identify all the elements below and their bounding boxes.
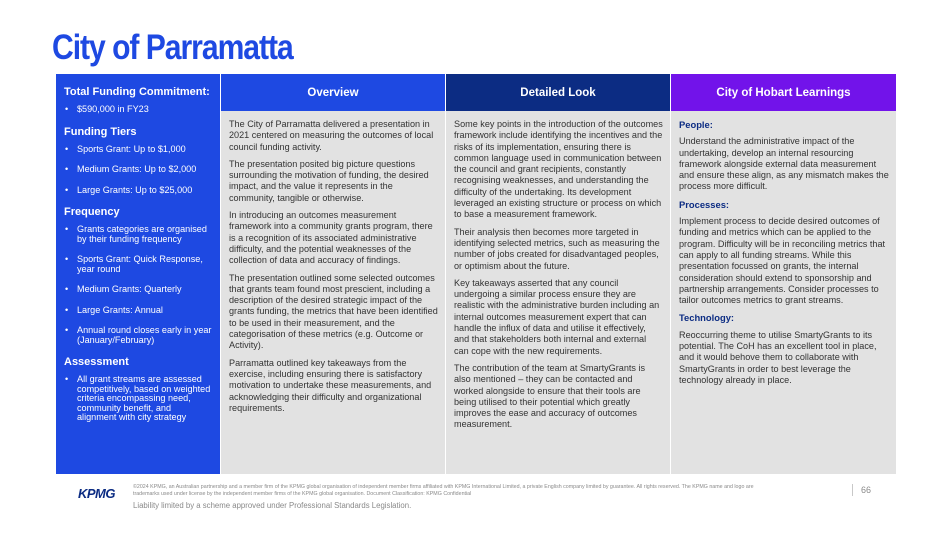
paragraph: Their analysis then becomes more targeted in identifying selected metrics, such as measuring the number of jobs created for disadvantaged peoples, or optimism about the future. bbox=[454, 226, 660, 271]
list-item: • Medium Grants: Quarterly bbox=[64, 285, 212, 295]
content-grid bbox=[56, 74, 896, 474]
kpmg-logo: KPMG bbox=[78, 486, 115, 501]
paragraph: The presentation outlined some selected outcomes that grants team found most prescient, including a description of the desired strategic impact of the grants funding, the metrics that have been identified to be used in their measurement, and the categorisation of these metrics (e.g. Outcome or Activity). bbox=[229, 272, 438, 351]
hobart-header: City of Hobart Learnings bbox=[671, 74, 896, 111]
assessment-list bbox=[64, 375, 212, 423]
processes-label: Processes: bbox=[679, 198, 730, 210]
funding-list bbox=[64, 105, 212, 115]
detailed-body bbox=[446, 111, 670, 431]
frequency-heading: Frequency bbox=[64, 206, 120, 218]
overview-header: Overview bbox=[221, 74, 445, 111]
list-item: • Annual round closes early in year (January/February) bbox=[64, 326, 212, 345]
assessment-heading: Assessment bbox=[64, 356, 129, 368]
tiers-list bbox=[64, 145, 212, 196]
paragraph: Some key points in the introduction of the outcomes framework include identifying the incentives and the risks of its implementation, ensuring there is common language used in communication between the council and grant recipients, constantly recognising weaknesses, and understanding the difficulty of the undertaking. Its development leveraged an existing structure or process on which to base a measurement framework. bbox=[454, 119, 663, 220]
overview-column bbox=[221, 74, 445, 474]
people-label: People: bbox=[679, 119, 713, 130]
page-number: 66 bbox=[852, 484, 871, 496]
frequency-list bbox=[64, 225, 212, 345]
paragraph: Key takeaways asserted that any council undergoing a similar process ensure they are realistic with the administrative burden including an internal outcomes measurement expert that can handle the influx of data and utilise it effectively, and that stakeholders both internal and external can cope with the new requirements. bbox=[454, 277, 660, 356]
overview-body bbox=[221, 111, 445, 414]
list-item: • Sports Grant: Quick Response, year round bbox=[64, 255, 212, 274]
technology-label: Technology: bbox=[679, 312, 735, 324]
list-item: • All grant streams are assessed competitively, based on weighted criteria encompassing need, community benefit, and alignment with city strategy bbox=[64, 375, 212, 423]
list-item: • Medium Grants: Up to $2,000 bbox=[64, 165, 212, 175]
paragraph: The contribution of the team at SmartyGrants is also mentioned – they can be contacted and worked alongside to ensure that their tools are being utilised to their potential which greatly improves the ease and accuracy of outcomes measurement. bbox=[454, 362, 646, 430]
paragraph: The City of Parramatta delivered a presentation in 2021 centered on measuring the outcomes of local council funding activity. bbox=[229, 119, 434, 152]
paragraph: Parramatta outlined key takeaways from the exercise, including ensuring there is satisfactory motivation to undertake these measurements, and acknowledging their difficulty and organizational requirements. bbox=[229, 357, 432, 413]
list-item: • Large Grants: Up to $25,000 bbox=[64, 186, 212, 196]
list-item: • Large Grants: Annual bbox=[64, 306, 212, 316]
sidebar-panel bbox=[56, 74, 220, 474]
detailed-column bbox=[446, 74, 670, 474]
legal-notice: ©2024 KPMG, an Australian partnership and a member firm of the KPMG global organisation of independent member firms affiliated with KPMG International Limited, a private English company limited by guarantee. All rights reserved. The KPMG name and logo are trademarks used under license by the independent member firms of the KPMG global organisation. Document Classification: KPMG Confidential bbox=[133, 484, 754, 497]
technology-text: Reoccurring theme to utilise SmartyGrants to its potential. The CoH has an excellent tool in place, and it would behove them to collaborate with SmartyGrants in order to best leverage the technology already in place. bbox=[679, 329, 877, 385]
people-text: Understand the administrative impact of the undertaking, develop an internal resourcing framework alongside external data measurement and ensure these align, as any mismatch makes the process more difficult. bbox=[679, 136, 889, 192]
funding-heading: Total Funding Commitment: bbox=[64, 86, 210, 98]
processes-text: Implement process to decide desired outcomes of funding and metrics which can be applied to the program. Difficulty will be in reconciling metrics that can apply to all funding streams. While this presentation focussed on grants, the internal consideration should extend to sponsorship and partnership arrangements. Consider processes to tailor outcomes metrics to grant streams. bbox=[679, 216, 886, 306]
list-item: • Sports Grant: Up to $1,000 bbox=[64, 145, 212, 155]
list-item: • $590,000 in FY23 bbox=[64, 105, 212, 115]
detailed-header: Detailed Look bbox=[446, 74, 670, 111]
page-title: City of Parramatta bbox=[52, 28, 293, 67]
list-item: • Grants categories are organised by their funding frequency bbox=[64, 225, 212, 244]
liability-notice: Liability limited by a scheme approved under Professional Standards Legislation. bbox=[133, 501, 412, 510]
paragraph: In introducing an outcomes measurement framework into a community grants program, there is a recognition of its associated administrative difficulty, and the potential weaknesses of the collection of data and accuracy of findings. bbox=[229, 210, 433, 266]
hobart-column bbox=[671, 74, 896, 474]
paragraph: The presentation posited big picture questions surrounding the motivation of funding, the desired impact, and the value it represents in the community, tangible or otherwise. bbox=[229, 158, 429, 203]
hobart-body bbox=[671, 111, 896, 386]
tiers-heading: Funding Tiers bbox=[64, 125, 137, 138]
